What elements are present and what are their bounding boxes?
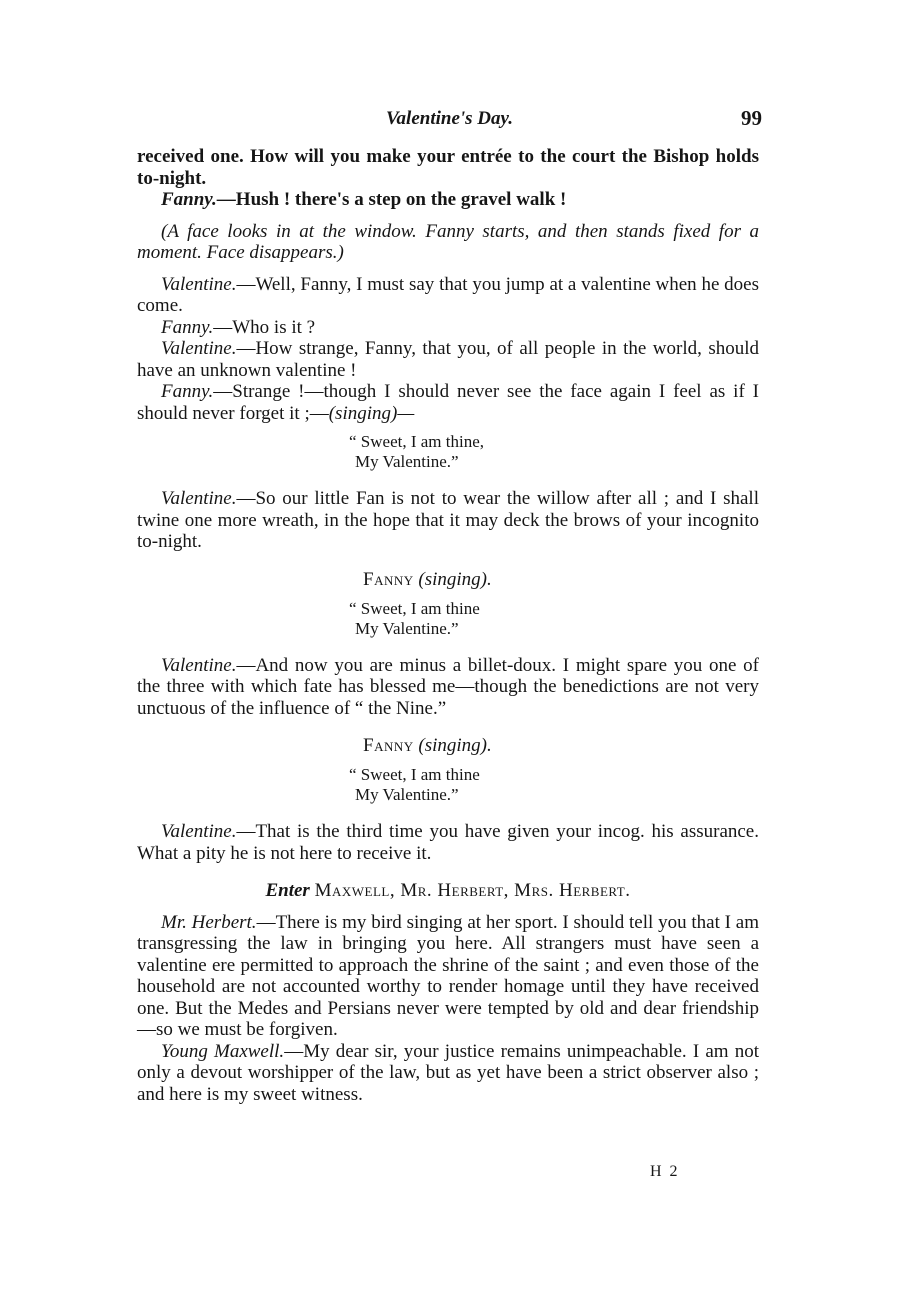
dialogue-herbert-1 — [137, 912, 759, 1041]
running-head — [137, 104, 762, 134]
dialogue-valentine-4 — [137, 655, 759, 720]
verse-line: My Valentine.” — [355, 618, 459, 638]
speaker-name: Mr. Herbert. — [161, 911, 257, 933]
dialogue-valentine-3 — [137, 488, 759, 553]
speaker-name: Young Maxwell. — [161, 1040, 285, 1062]
speaker-name: Valentine. — [161, 821, 237, 842]
dialogue-text: —And now you are minus a billet-doux. I might spare you one of the three with which fate has blessed me—though the benedictions are not very unctuous of the influence of “ the Nine.” — [137, 654, 759, 719]
dialogue-text: —Hush ! there's a step on the gravel walk ! — [216, 189, 567, 210]
entrance-direction — [137, 880, 759, 902]
dialogue-text: —Well, Fanny, I must say that you jump at a valentine when he does come. — [137, 273, 759, 316]
verse-line: My Valentine.” — [355, 452, 459, 471]
dialogue-valentine-1 — [137, 274, 759, 317]
speaker-name: Valentine. — [161, 654, 237, 676]
dialogue-text: —My dear sir, your justice remains unimpeachable. I am not only a devout worshipper of the law, but as yet have been a strict observer also ; and here is my sweet witness. — [137, 1040, 760, 1105]
song-heading-2 — [137, 735, 759, 757]
dialogue-text: —Who is it ? — [213, 316, 316, 338]
stage-direction-inline: (singing)— — [328, 402, 415, 424]
speaker-name: Valentine. — [161, 488, 237, 509]
speaker-name: Valentine. — [161, 273, 237, 295]
dialogue-text: —Strange !—though I should never see the face again I feel as if I should never forget it ;— — [137, 381, 759, 424]
dialogue-valentine-5 — [137, 821, 759, 864]
dialogue-text: —How strange, Fanny, that you, of all people in the world, should have an unknown valentine ! — [137, 338, 759, 381]
speaker-name: Valentine. — [161, 338, 237, 359]
dialogue-fanny-3 — [137, 381, 759, 424]
verse-line: “ Sweet, I am thine, — [349, 432, 485, 451]
singer-name: Fanny — [363, 568, 414, 590]
verse-line: My Valentine.” — [355, 785, 459, 804]
dialogue-maxwell-1 — [137, 1041, 759, 1106]
singer-name: Fanny — [363, 735, 414, 756]
enter-word: Enter — [265, 880, 310, 901]
verse-line: “ Sweet, I am thine — [349, 598, 480, 618]
dialogue-valentine-2 — [137, 338, 759, 381]
speaker-name: Fanny. — [161, 381, 214, 402]
stage-direction-inline: (singing). — [418, 735, 492, 756]
dialogue-text: —That is the third time you have given your incog. his assurance. What a pity he is not here to receive it. — [137, 821, 759, 864]
running-title: Valentine's Day. — [385, 108, 514, 129]
verse-2 — [137, 599, 759, 639]
stage-direction: (A face looks in at the window. Fanny starts, and then stands fixed for a moment. Face disappears.) — [137, 220, 759, 263]
page-number: 99 — [741, 106, 762, 130]
song-heading-1 — [137, 569, 759, 591]
verse-3 — [137, 765, 759, 805]
signature-mark: H 2 — [650, 1163, 680, 1180]
dialogue-text: —So our little Fan is not to wear the willow after all ; and I shall twine one more wreath, in the hope that it may deck the brows of your incognito to-night. — [137, 488, 759, 552]
verse-line: “ Sweet, I am thine — [349, 765, 480, 784]
dialogue-fanny-2 — [137, 317, 759, 339]
stage-direction-inline: (singing). — [418, 568, 492, 590]
paragraph-continuation: received one. How will you make your entrée to the court the Bishop holds to-night. — [137, 146, 759, 189]
speaker-name: Fanny. — [161, 189, 217, 210]
dialogue-fanny-1 — [137, 189, 759, 211]
entering-characters: Maxwell, Mr. Herbert, Mrs. Herbert. — [314, 880, 631, 901]
page-body — [137, 146, 759, 1105]
dialogue-text: —There is my bird singing at her sport. I should tell you that I am transgressing the law in bringing you here. All strangers must have seen a valentine ere permitted to approach the shrine of the saint ; and even those of the household are not accounted worthy to render homage until they have received one. But the Medes and Persians never were tempted by old and dear friendship—so we must be forgiven. — [137, 911, 759, 1040]
verse-1 — [137, 432, 759, 472]
speaker-name: Fanny. — [161, 316, 214, 338]
